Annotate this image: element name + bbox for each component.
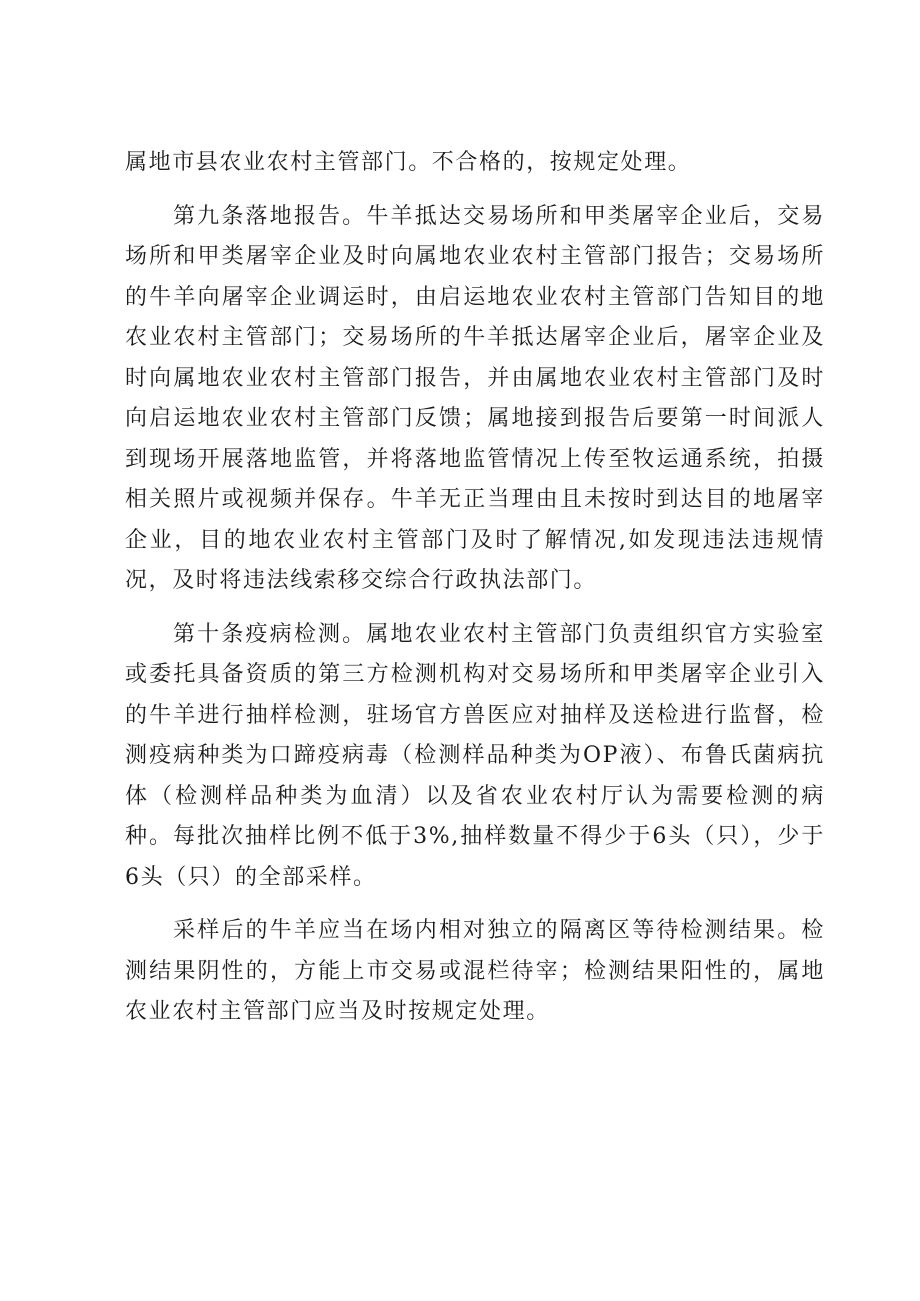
document-body	[125, 143, 825, 1046]
paragraph-post-sampling-isolation: 采样后的牛羊应当在场内相对独立的隔离区等待检测结果。检测结果阴性的，方能上市交易或混栏待宰；检测结果阳性的，属地农业农村主管部门应当及时按规定处理。	[125, 918, 825, 1024]
paragraph-continuation: 属地市县农业农村主管部门。不合格的，按规定处理。	[125, 150, 692, 175]
paragraph-article-10-disease-testing: 第十条疫病检测。属地农业农村主管部门负责组织官方实验室或委托具备资质的第三方检测机构对交易场所和甲类屠宰企业引入的牛羊进行抽样检测，驻场官方兽医应对抽样及送检进行监督，检测疫病种类为口蹄疫病毒（检测样品种类为OP液）、布鲁氏菌病抗体（检测样品种类为血清）以及省农业农村厅认为需要检测的病种。每批次抽样比例不低于3%,抽样数量不得少于6头（只），少于6头（只）的全部采样。	[125, 621, 825, 890]
paragraph-article-9-landing-report: 第九条落地报告。牛羊抵达交易场所和甲类屠宰企业后，交易场所和甲类屠宰企业及时向属地农业农村主管部门报告；交易场所的牛羊向屠宰企业调运时，由启运地农业农村主管部门告知目的地农业农村主管部门；交易场所的牛羊抵达屠宰企业后，屠宰企业及时向属地农业农村主管部门报告，并由属地农业农村主管部门及时向启运地农业农村主管部门反馈；属地接到报告后要第一时间派人到现场开展落地监管，并将落地监管情况上传至牧运通系统，拍摄相关照片或视频并保存。牛羊无正当理由且未按时到达目的地屠宰企业，目的地农业农村主管部门及时了解情况,如发现违法违规情况，及时将违法线索移交综合行政执法部门。	[125, 203, 825, 593]
